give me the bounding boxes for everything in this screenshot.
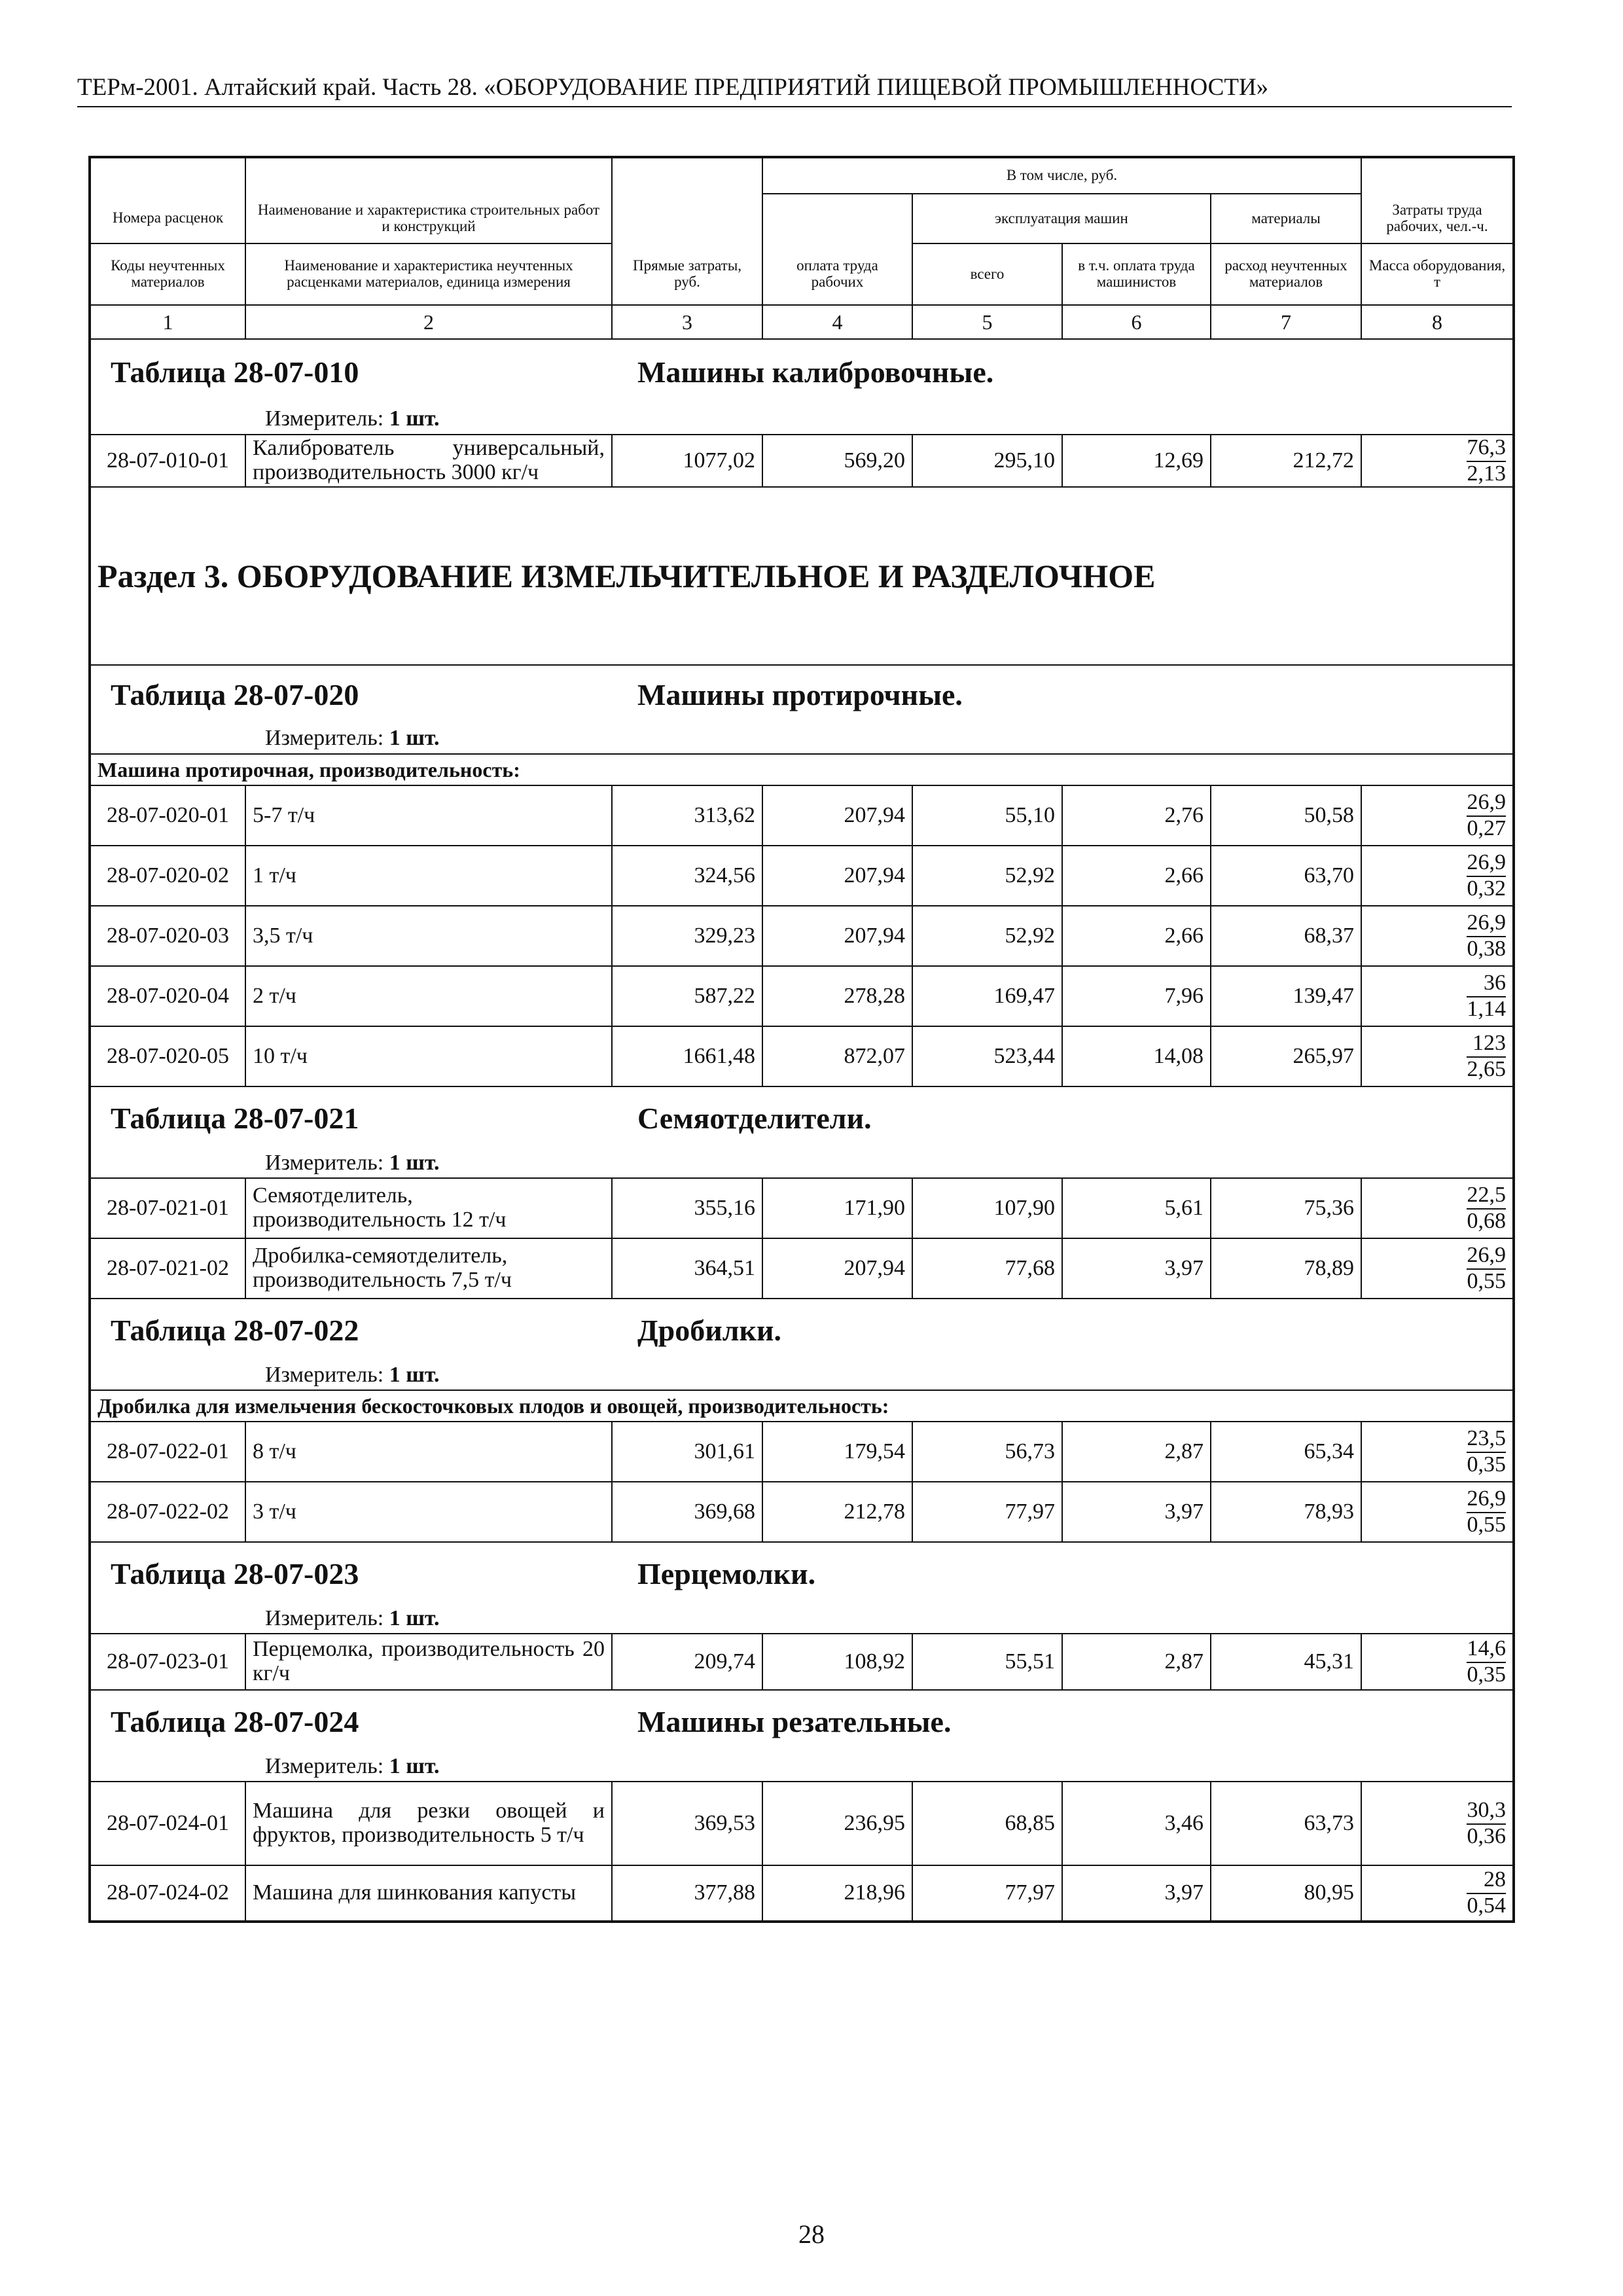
rate-name: Дробилка-семяотделитель, производительность 7,5 т/ч [245,1238,612,1299]
hdr-rate-numbers-top [90,157,245,194]
labor-value: 36 [1484,970,1507,995]
table-code: Таблица 28-07-023 [111,1556,359,1590]
machines: 107,90 [912,1178,1062,1238]
hdr-total: всего [912,243,1062,305]
table-name: Семяотделители. [637,1101,872,1135]
machines: 295,10 [912,435,1062,487]
measure-label: Измеритель: [265,1151,384,1175]
mass-value: 0,35 [1467,1452,1507,1477]
labor-mass [1361,1865,1514,1922]
operator-wages: 2,66 [1062,906,1211,966]
wages: 171,90 [762,1178,912,1238]
labor-mass [1361,1482,1514,1542]
wages: 569,20 [762,435,912,487]
direct-cost: 355,16 [612,1178,762,1238]
header-rule [77,106,1512,107]
col-num: 6 [1062,305,1211,339]
machines: 77,97 [912,1482,1062,1542]
rate-name: Машина для шинкования капусты [245,1865,612,1922]
rate-name: Перцемолка, производительность 20 кг/ч [245,1634,612,1690]
labor-value: 28 [1484,1867,1507,1892]
direct-cost: 313,62 [612,785,762,846]
measure-row [90,1361,1514,1390]
mass-value: 0,68 [1467,1208,1507,1233]
labor-mass [1361,846,1514,906]
wages: 872,07 [762,1026,912,1086]
measure-row [90,1149,1514,1178]
table-code: Таблица 28-07-024 [111,1704,359,1738]
machines: 77,68 [912,1238,1062,1299]
rate-name: Семяотделитель, производительность 12 т/ч [245,1178,612,1238]
materials: 265,97 [1211,1026,1361,1086]
hdr-wages-top [762,194,912,243]
hdr-material-codes: Коды неучтенных материалов [90,243,245,305]
labor-mass [1361,906,1514,966]
table-code: Таблица 28-07-022 [111,1313,359,1347]
measure-value: 1 шт. [389,1606,440,1631]
hdr-direct-mid [612,194,762,243]
page-header: ТЕРм-2001. Алтайский край. Часть 28. «ОБОРУДОВАНИЕ ПРЕДПРИЯТИЙ ПИЩЕВОЙ ПРОМЫШЛЕННОСТИ» [77,74,1269,101]
machines: 52,92 [912,846,1062,906]
rate-name: 5-7 т/ч [245,785,612,846]
operator-wages: 3,97 [1062,1865,1211,1922]
measure-row [90,724,1514,754]
table-row [90,1422,1514,1482]
price-table [88,156,1515,1923]
hdr-wages: оплата труда рабочих [762,243,912,305]
table-name: Машины калибровочные. [637,355,994,389]
table-row [90,906,1514,966]
direct-cost: 364,51 [612,1238,762,1299]
table-row [90,1865,1514,1922]
machines: 169,47 [912,966,1062,1026]
materials: 68,37 [1211,906,1361,966]
direct-cost: 377,88 [612,1865,762,1922]
wages: 236,95 [762,1782,912,1865]
mass-value: 0,32 [1467,876,1507,901]
measure-label: Измеритель: [265,726,384,751]
rate-code: 28-07-022-02 [90,1482,245,1542]
wages: 108,92 [762,1634,912,1690]
direct-cost: 1077,02 [612,435,762,487]
direct-cost: 369,68 [612,1482,762,1542]
col-num: 5 [912,305,1062,339]
labor-value: 76,3 [1467,435,1507,459]
labor-value: 26,9 [1467,1242,1507,1267]
machines: 523,44 [912,1026,1062,1086]
hdr-rate-numbers: Номера расценок [90,194,245,243]
measure-row [90,1605,1514,1634]
rate-name: 3 т/ч [245,1482,612,1542]
col-num: 1 [90,305,245,339]
materials: 63,73 [1211,1782,1361,1865]
rate-code: 28-07-010-01 [90,435,245,487]
table-title-row [90,1299,1514,1361]
mass-value: 2,65 [1467,1056,1507,1081]
measure-label: Измеритель: [265,1754,384,1779]
operator-wages: 3,97 [1062,1238,1211,1299]
table-code: Таблица 28-07-020 [111,677,359,711]
table-code: Таблица 28-07-021 [111,1101,359,1135]
mass-value: 2,13 [1467,461,1507,486]
col-num: 2 [245,305,612,339]
materials: 65,34 [1211,1422,1361,1482]
page-number: 28 [798,2219,825,2249]
materials: 212,72 [1211,435,1361,487]
table-row [90,1634,1514,1690]
operator-wages: 3,97 [1062,1482,1211,1542]
rate-code: 28-07-020-01 [90,785,245,846]
measure-label: Измеритель: [265,1363,384,1388]
materials: 78,89 [1211,1238,1361,1299]
measure-value: 1 шт. [389,406,440,431]
rate-name: 10 т/ч [245,1026,612,1086]
col-num: 4 [762,305,912,339]
wages: 278,28 [762,966,912,1026]
table-row [90,966,1514,1026]
operator-wages: 14,08 [1062,1026,1211,1086]
measure-value: 1 шт. [389,1363,440,1388]
hdr-work-name-top [245,157,612,194]
hdr-direct-top [612,157,762,194]
rate-name: 8 т/ч [245,1422,612,1482]
hdr-mass: Масса оборудования, т [1361,243,1514,305]
rate-name: 3,5 т/ч [245,906,612,966]
mass-value: 0,38 [1467,936,1507,961]
materials: 50,58 [1211,785,1361,846]
section-title: Раздел 3. ОБОРУДОВАНИЕ ИЗМЕЛЬЧИТЕЛЬНОЕ И РАЗДЕЛОЧНОЕ [90,487,1514,665]
measure-value: 1 шт. [389,726,440,751]
operator-wages: 2,66 [1062,846,1211,906]
hdr-including: В том числе, руб. [762,157,1361,194]
table-name: Машины протирочные. [637,677,963,711]
hdr-materials: материалы [1211,194,1361,243]
measure-row [90,404,1514,435]
machines: 55,51 [912,1634,1062,1690]
labor-mass [1361,1026,1514,1086]
labor-value: 26,9 [1467,910,1507,935]
operator-wages: 2,87 [1062,1422,1211,1482]
labor-mass [1361,1782,1514,1865]
wages: 207,94 [762,906,912,966]
machines: 52,92 [912,906,1062,966]
operator-wages: 7,96 [1062,966,1211,1026]
hdr-material-names: Наименование и характеристика неучтенных расценками материалов, единица измерения [245,243,612,305]
labor-mass [1361,1178,1514,1238]
rate-name: 2 т/ч [245,966,612,1026]
labor-value: 14,6 [1467,1636,1507,1660]
table-row [90,1482,1514,1542]
mass-value: 0,54 [1467,1893,1507,1918]
operator-wages: 2,76 [1062,785,1211,846]
direct-cost: 301,61 [612,1422,762,1482]
rate-code: 28-07-020-03 [90,906,245,966]
hdr-labor-top [1361,157,1514,194]
rate-code: 28-07-022-01 [90,1422,245,1482]
materials: 45,31 [1211,1634,1361,1690]
direct-cost: 324,56 [612,846,762,906]
materials: 63,70 [1211,846,1361,906]
rate-code: 28-07-020-05 [90,1026,245,1086]
table-name: Машины резательные. [637,1704,952,1738]
col-num: 8 [1361,305,1514,339]
table-title-row [90,1542,1514,1605]
rate-name: Калиброватель универсальный, производительность 3000 кг/ч [245,435,612,487]
rate-code: 28-07-021-01 [90,1178,245,1238]
rate-code: 28-07-024-01 [90,1782,245,1865]
labor-mass [1361,785,1514,846]
measure-label: Измеритель: [265,406,384,431]
hdr-direct: Прямые затраты, руб. [612,243,762,305]
labor-value: 26,9 [1467,1486,1507,1511]
wages: 207,94 [762,1238,912,1299]
direct-cost: 329,23 [612,906,762,966]
wages: 207,94 [762,785,912,846]
wages: 179,54 [762,1422,912,1482]
materials: 78,93 [1211,1482,1361,1542]
col-num: 3 [612,305,762,339]
table-name: Дробилки. [637,1313,782,1347]
measure-label: Измеритель: [265,1606,384,1631]
wages: 212,78 [762,1482,912,1542]
group-heading: Дробилка для измельчения бескосточковых плодов и овощей, производительность: [90,1390,1514,1422]
direct-cost: 587,22 [612,966,762,1026]
labor-value: 22,5 [1467,1182,1507,1207]
operator-wages: 2,87 [1062,1634,1211,1690]
table-row [90,846,1514,906]
rate-code: 28-07-024-02 [90,1865,245,1922]
rate-code: 28-07-023-01 [90,1634,245,1690]
mass-value: 0,55 [1467,1268,1507,1293]
labor-value: 26,9 [1467,850,1507,874]
rate-name: Машина для резки овощей и фруктов, производительность 5 т/ч [245,1782,612,1865]
mass-value: 0,36 [1467,1823,1507,1848]
labor-mass [1361,1238,1514,1299]
rate-code: 28-07-020-04 [90,966,245,1026]
direct-cost: 369,53 [612,1782,762,1865]
labor-value: 30,3 [1467,1797,1507,1822]
wages: 207,94 [762,846,912,906]
table-row [90,435,1514,487]
wages: 218,96 [762,1865,912,1922]
mass-value: 0,27 [1467,816,1507,840]
machines: 56,73 [912,1422,1062,1482]
table-row [90,1178,1514,1238]
table-row [90,1238,1514,1299]
machines: 77,97 [912,1865,1062,1922]
table-title-row [90,1086,1514,1149]
labor-value: 26,9 [1467,789,1507,814]
hdr-labor: Затраты труда рабочих, чел.-ч. [1361,194,1514,243]
hdr-work-name: Наименование и характеристика строительных работ и конструкций [245,194,612,243]
mass-value: 1,14 [1467,996,1507,1021]
measure-value: 1 шт. [389,1754,440,1779]
rate-code: 28-07-021-02 [90,1238,245,1299]
materials: 80,95 [1211,1865,1361,1922]
col-num: 7 [1211,305,1361,339]
direct-cost: 209,74 [612,1634,762,1690]
operator-wages: 5,61 [1062,1178,1211,1238]
table-title-row [90,1690,1514,1753]
operator-wages: 12,69 [1062,435,1211,487]
measure-row [90,1753,1514,1782]
materials: 139,47 [1211,966,1361,1026]
rate-code: 28-07-020-02 [90,846,245,906]
labor-value: 23,5 [1467,1426,1507,1450]
mass-value: 0,55 [1467,1512,1507,1537]
table-row [90,1782,1514,1865]
group-heading: Машина протирочная, производительность: [90,754,1514,785]
labor-mass [1361,1634,1514,1690]
machines: 68,85 [912,1782,1062,1865]
hdr-machines: эксплуатация машин [912,194,1211,243]
table-name: Перцемолки. [637,1556,816,1590]
table-title-row [90,665,1514,724]
materials: 75,36 [1211,1178,1361,1238]
labor-mass [1361,435,1514,487]
labor-mass [1361,966,1514,1026]
rate-name: 1 т/ч [245,846,612,906]
table-title-row [90,339,1514,404]
hdr-operator-wages: в т.ч. оплата труда машинистов [1062,243,1211,305]
direct-cost: 1661,48 [612,1026,762,1086]
table-code: Таблица 28-07-010 [111,355,359,389]
machines: 55,10 [912,785,1062,846]
table-row [90,785,1514,846]
mass-value: 0,35 [1467,1662,1507,1687]
table-row [90,1026,1514,1086]
labor-value: 123 [1472,1030,1507,1055]
hdr-unaccounted: расход неучтенных материалов [1211,243,1361,305]
operator-wages: 3,46 [1062,1782,1211,1865]
labor-mass [1361,1422,1514,1482]
measure-value: 1 шт. [389,1151,440,1175]
